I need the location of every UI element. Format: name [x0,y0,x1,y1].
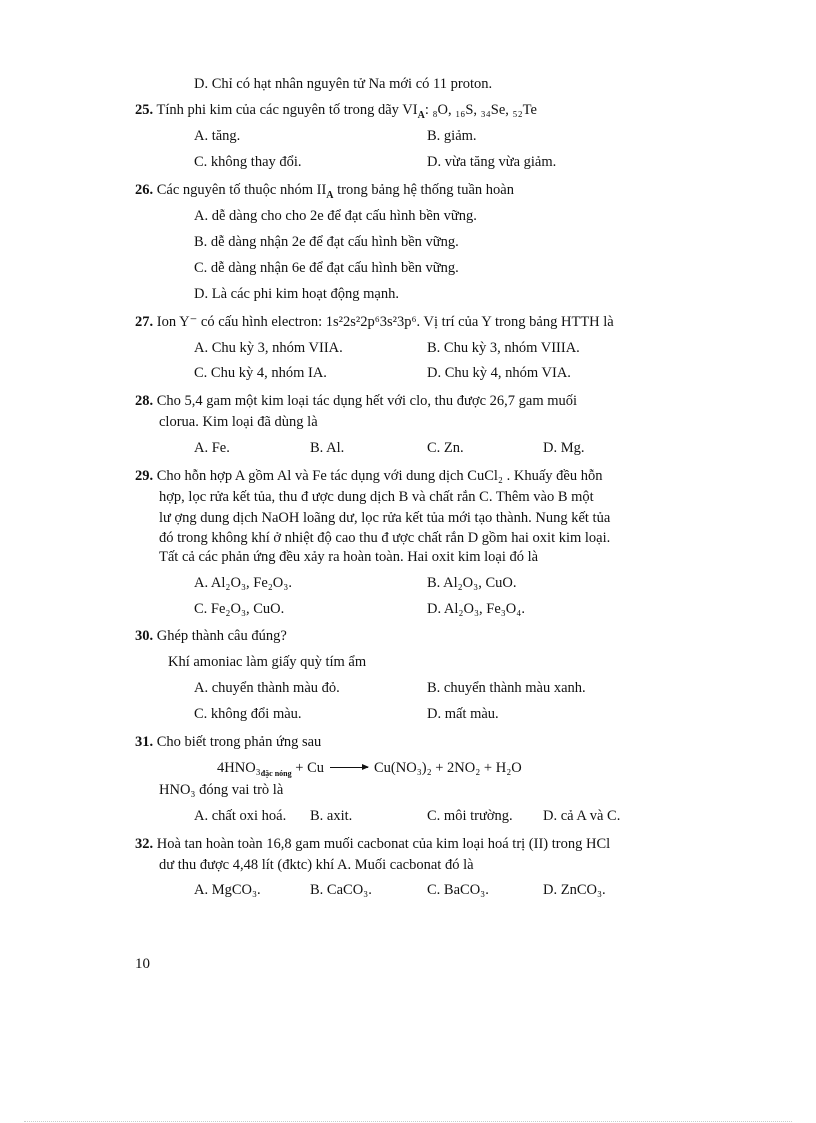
q29-stem-line-1 [135,467,602,485]
q29-stem-text-1: Cho hỗn hợp A gồm Al và Fe tác dụng với dung dịch CuCl₂ . Khuấy đều hỗn [156,468,603,484]
q29-stem-line-2: hợp, lọc rửa kết tủa, thu đ ược dung dịch B và chất rắn C. Thêm vào B một [159,489,594,505]
q27-option-d: D. Chu kỳ 4, nhóm VIA. [427,365,571,381]
q25-option-b: B. giảm. [427,128,477,144]
q25-number: 25. [135,102,154,118]
q28-option-d: D. Mg. [543,440,585,456]
q31-eq-reactant: 4HNO₃ [217,760,261,776]
q27-option-b: B. Chu kỳ 3, nhóm VIIIA. [427,340,580,356]
q26-option-d: D. Là các phi kim hoạt động mạnh. [194,286,399,302]
q32-stem-line-1 [135,835,610,853]
q31-number: 31. [135,734,154,750]
q32-option-a: A. MgCO₃. [194,882,261,898]
q32-stem-text-1: Hoà tan hoàn toàn 16,8 gam muối cacbonat của kim loại hoá trị (II) trong HCl [156,836,611,852]
q30-option-c: C. không đổi màu. [194,706,302,722]
q31-role: HNO₃ đóng vai trò là [159,782,284,798]
q28-option-c: C. Zn. [427,440,464,456]
q27-stem-text: Ion Y⁻ có cấu hình electron: 1s²2s²2p⁶3s²3p⁶. Vị trí của Y trong bảng HTTH là [156,314,614,330]
q26-stem [135,181,514,199]
q25-option-a: A. tăng. [194,128,241,144]
q28-stem-text-1: Cho 5,4 gam một kim loại tác dụng hết với clo, thu được 26,7 gam muối [156,393,578,409]
q26-stem-text: Các nguyên tố thuộc nhóm II [156,182,327,198]
q31-stem [135,733,321,751]
q30-option-d: D. mất màu. [427,706,499,722]
reaction-arrow-icon [330,767,368,768]
q30-lead: Khí amoniac làm giấy quỳ tím ẩm [168,654,367,670]
q31-eq-products: Cu(NO₃)₂ + 2NO₂ + H₂O [374,760,522,776]
q28-number: 28. [135,393,154,409]
q32-option-b: B. CaCO₃. [310,882,372,898]
q27-stem [135,313,614,331]
q25-stem [135,101,537,119]
q26-stem-suffix: trong bảng hệ thống tuần hoàn [333,182,514,198]
q25-stem-series: : ₈O, ₁₆S, ₃₄Se, ₅₂Te [424,102,537,118]
q29-option-b: B. Al₂O₃, CuO. [427,575,517,591]
q29-stem-line-5: Tất cả các phản ứng đều xảy ra hoàn toàn. Hai oxit kim loại đó là [159,549,539,565]
q30-stem [135,627,287,645]
q30-stem-text: Ghép thành câu đúng? [156,628,287,644]
q29-option-c: C. Fe₂O₃, CuO. [194,601,285,617]
q26-stem-sub: A [326,189,334,201]
q32-option-d: D. ZnCO₃. [543,882,606,898]
q28-option-b: B. Al. [310,440,345,456]
q31-eq-reactant-2: + Cu [291,760,324,776]
q26-option-c: C. dễ dàng nhận 6e để đạt cấu hình bền vững. [194,260,459,276]
q25-option-c: C. không thay đổi. [194,154,302,170]
q32-option-c: C. BaCO₃. [427,882,489,898]
q25-stem-text: Tính phi kim của các nguyên tố trong dãy VI [156,102,418,118]
q27-option-a: A. Chu kỳ 3, nhóm VIIA. [194,340,343,356]
q27-number: 27. [135,314,154,330]
q25-option-d: D. vừa tăng vừa giảm. [427,154,557,170]
q31-option-a: A. chất oxi hoá. [194,808,287,824]
q26-option-a: A. dễ dàng cho cho 2e để đạt cấu hình bền vững. [194,208,477,224]
q26-option-b: B. dễ dàng nhận 2e để đạt cấu hình bền vững. [194,234,459,250]
q31-option-d: D. cả A và C. [543,808,621,824]
page-bottom-rule [24,1121,792,1122]
q31-equation [217,759,522,777]
q30-option-a: A. chuyển thành màu đỏ. [194,680,340,696]
q31-option-c: C. môi trường. [427,808,513,824]
q31-stem-text: Cho biết trong phản ứng sau [156,734,322,750]
q24-option-d: D. Chỉ có hạt nhân nguyên tử Na mới có 11 proton. [194,76,493,92]
q32-stem-line-2: dư thu được 4,48 lít (đktc) khí A. Muối cacbonat đó là [159,857,474,873]
q29-stem-line-3: lư ợng dung dịch NaOH loãng dư, lọc rửa kết tủa mới tạo thành. Nung kết tủa [159,510,611,526]
q31-option-b: B. axit. [310,808,353,824]
page-number: 10 [135,956,150,972]
q29-option-a: A. Al₂O₃, Fe₂O₃. [194,575,292,591]
q28-stem-line-1 [135,392,577,410]
q31-eq-condition: đặc nóng [260,768,292,778]
q30-number: 30. [135,628,154,644]
q29-stem-line-4: đó trong không khí ở nhiệt độ cao thu đ ược chất rắn D gồm hai oxit kim loại. [159,530,611,546]
q28-option-a: A. Fe. [194,440,230,456]
q26-number: 26. [135,182,154,198]
q27-option-c: C. Chu kỳ 4, nhóm IA. [194,365,327,381]
q29-option-d: D. Al₂O₃, Fe₃O₄. [427,601,525,617]
q28-stem-line-2: clorua. Kim loại đã dùng là [159,414,318,430]
q25-stem-sub: A [417,109,425,121]
q32-number: 32. [135,836,154,852]
q29-number: 29. [135,468,154,484]
q30-option-b: B. chuyển thành màu xanh. [427,680,586,696]
